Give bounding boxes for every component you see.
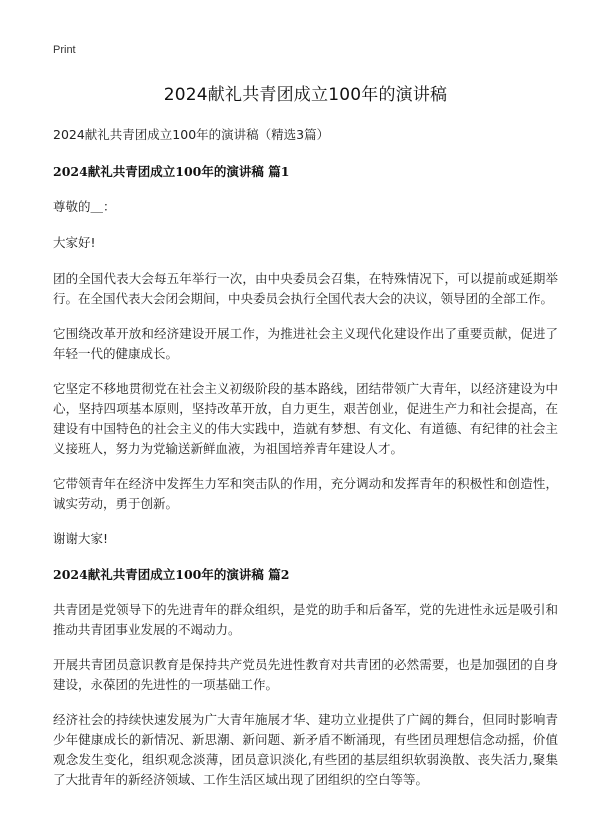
- section-1-paragraph: 它带领青年在经济中发挥生力军和突击队的作用，充分调动和发挥青年的积极性和创造性，诚实劳动，勇于创新。: [53, 476, 558, 511]
- document-subtitle: 2024献礼共青团成立100年的演讲稿（精选3篇）: [53, 127, 330, 142]
- salutation: 大家好!: [53, 235, 96, 250]
- closing: 谢谢大家!: [53, 531, 109, 546]
- section-1-paragraph: 它坚定不移地贯彻党在社会主义初级阶段的基本路线，团结带领广大青年，以经济建设为中心，坚持四项基本原则，坚持改革开放，自力更生，艰苦创业，促进生产力和社会提高，在建设有中国特色的社会主义的伟大实践中，造就有梦想、有文化、有道德、有纪律的社会主义接班人，努力为党输送新鲜血液，为祖国培养青年建设人才。: [53, 381, 558, 456]
- section-2-paragraph: 开展共青团员意识教育是保持共产党员先进性教育对共青团的必然需要，也是加强团的自身建设，永葆团的先进性的一项基础工作。: [53, 657, 558, 692]
- section-1-paragraph: 它围绕改革开放和经济建设开展工作，为推进社会主义现代化建设作出了重要贡献，促进了年轻一代的健康成长。: [53, 326, 558, 361]
- print-link[interactable]: Print: [53, 44, 76, 56]
- greeting: 尊敬的＿：: [53, 199, 116, 214]
- section-2-heading: 2024献礼共青团成立100年的演讲稿 篇2: [53, 567, 290, 582]
- section-2-paragraph: 共青团是党领导下的先进青年的群众组织，是党的助手和后备军，党的先进性永远是吸引和推动共青团事业发展的不竭动力。: [53, 602, 558, 637]
- document-title: 2024献礼共青团成立100年的演讲稿: [163, 85, 448, 105]
- section-1-heading: 2024献礼共青团成立100年的演讲稿 篇1: [53, 164, 290, 179]
- section-1-paragraph: 团的全国代表大会每五年举行一次，由中央委员会召集，在特殊情况下，可以提前或延期举行。在全国代表大会闭会期间，中央委员会执行全国代表大会的决议，领导团的全部工作。: [53, 271, 558, 306]
- section-2-paragraph: 经济社会的持续快速发展为广大青年施展才华、建功立业提供了广阔的舞台，但同时影响青少年健康成长的新情况、新思潮、新问题、新矛盾不断涌现，有些团员理想信念动摇，价值观念发生变化，组织观念淡薄，团员意识淡化,有些团的基层组织软弱涣散、丧失活力,聚集了大批青年的新经济领域、工作生活区域出现了团组织的空白等等。: [53, 712, 558, 787]
